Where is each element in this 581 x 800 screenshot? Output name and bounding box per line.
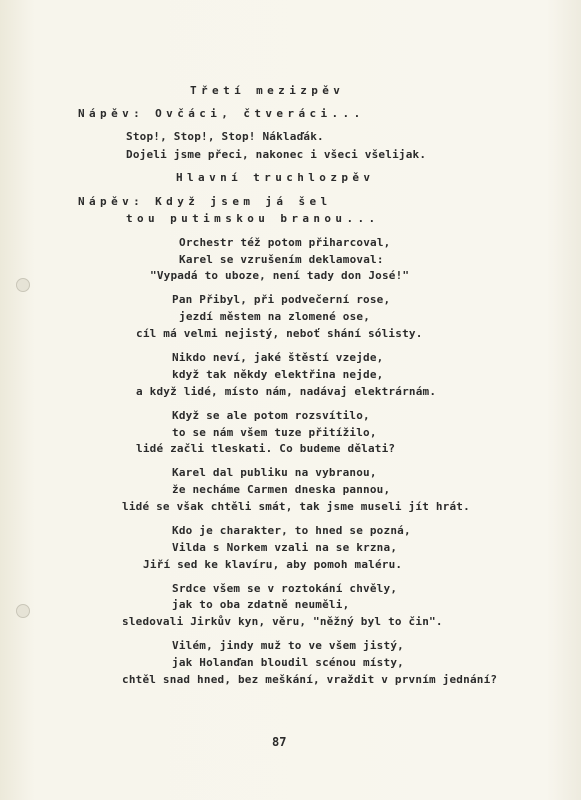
verse-line: Vilém, jindy muž to ve všem jistý,: [172, 639, 404, 652]
verse-line: Pan Přibyl, při podvečerní rose,: [172, 293, 391, 306]
verse-line: jezdí městem na zlomené ose,: [179, 310, 371, 323]
verse-line: Kdo je charakter, to hned se pozná,: [172, 524, 411, 537]
verse-line: Karel se vzrušením deklamoval:: [179, 253, 384, 266]
verse-line: Dojeli jsme přeci, nakonec i všeci všelijak.: [126, 148, 427, 161]
verse-line: Jiří sed ke klavíru, aby pomoh maléru.: [143, 558, 403, 571]
verse-line: cíl má velmi nejistý, neboť shání sólisty.: [136, 327, 423, 340]
verse-line: jak Holanďan bloudil scénou místy,: [172, 656, 404, 669]
verse-line: chtěl snad hned, bez meškání, vraždit v prvním jednání?: [122, 673, 498, 686]
punch-hole: [16, 278, 30, 292]
tune-line: tou putimskou branou...: [126, 212, 380, 225]
verse-line: Orchestr též potom přiharcoval,: [179, 236, 391, 249]
verse-line: a když lidé, místo nám, nadávaj elektrárnám.: [136, 385, 437, 398]
page-number: 87: [272, 735, 287, 749]
verse-line: že necháme Carmen dneska pannou,: [172, 483, 391, 496]
verse-line: lidé začli tleskati. Co budeme dělati?: [136, 442, 396, 455]
verse-line: Stop!, Stop!, Stop! Náklaďák.: [126, 130, 324, 143]
verse-line: Karel dal publiku na vybranou,: [172, 466, 377, 479]
section-title: Hlavní truchlozpěv: [176, 171, 375, 184]
verse-line: to se nám všem tuze přitížilo,: [172, 426, 377, 439]
verse-line: sledovali Jirkův kyn, věru, "něžný byl to čin".: [122, 615, 443, 628]
tune-line: Nápěv: Ovčáci, čtveráci...: [78, 107, 365, 120]
verse-line: Když se ale potom rozsvítilo,: [172, 409, 370, 422]
verse-line: lidé se však chtěli smát, tak jsme museli jít hrát.: [122, 500, 470, 513]
verse-line: Srdce všem se v roztokání chvěly,: [172, 582, 398, 595]
verse-line: "Vypadá to uboze, není tady don José!": [150, 269, 410, 282]
section-title: Třetí mezizpěv: [190, 84, 345, 97]
verse-line: Nikdo neví, jaké štěstí vzejde,: [172, 351, 384, 364]
tune-line: Nápěv: Když jsem já šel: [78, 195, 332, 208]
verse-line: jak to oba zdatně neuměli,: [172, 598, 350, 611]
verse-line: Vilda s Norkem vzali na se krzna,: [172, 541, 398, 554]
verse-line: když tak někdy elektřina nejde,: [172, 368, 384, 381]
punch-hole: [16, 604, 30, 618]
